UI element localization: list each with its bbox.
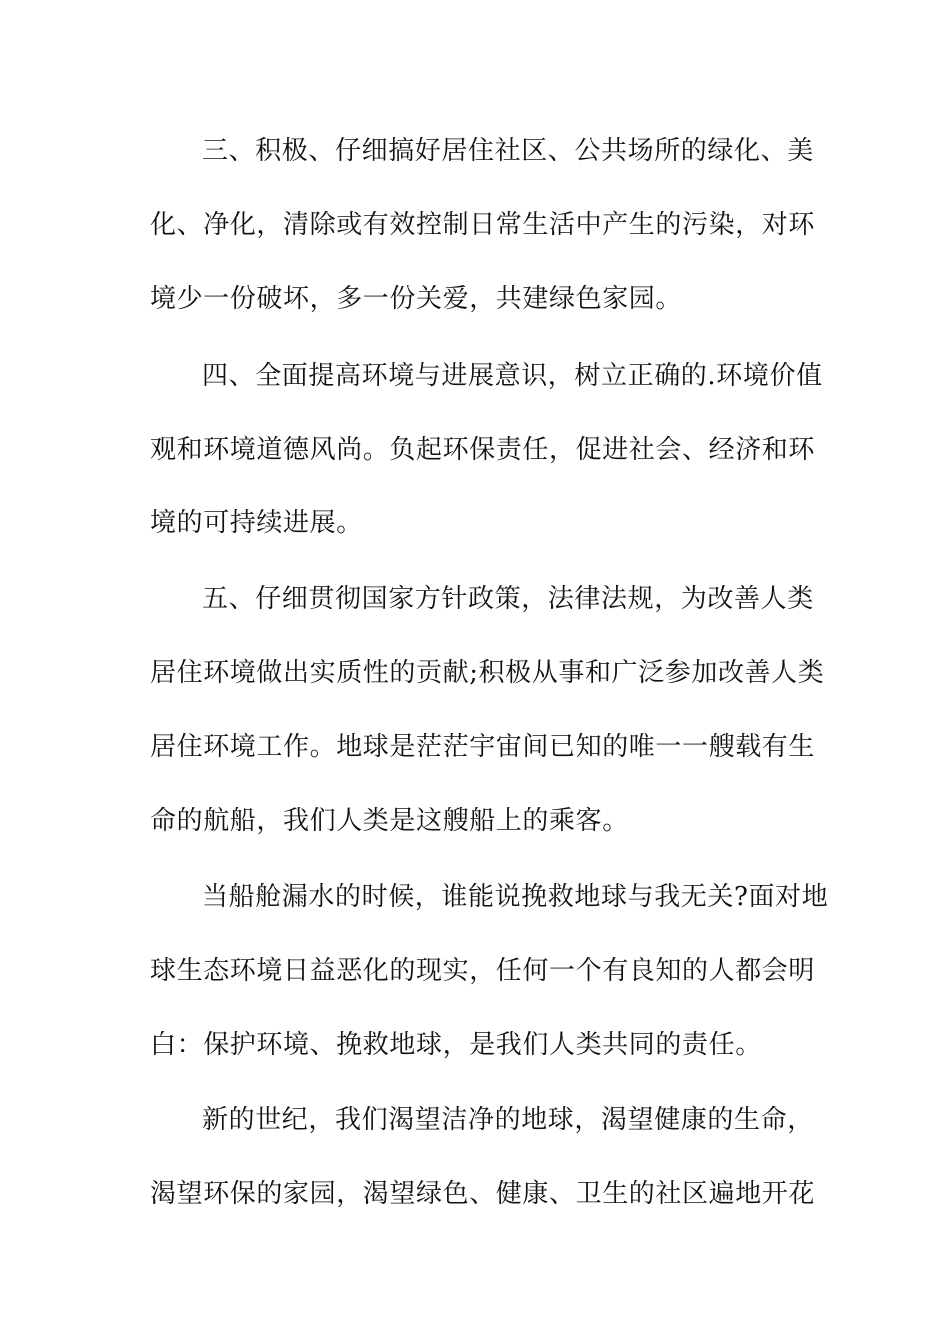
paragraph-5-line-1: 五、仔细贯彻国家方针政策，法律法规，为改善人类 — [202, 584, 814, 614]
paragraph-5-line-4: 命的航船，我们人类是这艘船上的乘客。 — [150, 806, 629, 836]
paragraph-7-line-1: 新的世纪，我们渴望洁净的地球，渴望健康的生命， — [202, 1105, 814, 1135]
paragraph-5-line-3: 居住环境工作。地球是茫茫宇宙间已知的唯一一艘载有生 — [150, 732, 816, 762]
paragraph-6-line-1: 当船舱漏水的时候，谁能说挽救地球与我无关?面对地 — [202, 882, 829, 912]
paragraph-3-line-2: 化、净化，清除或有效控制日常生活中产生的污染，对环 — [150, 210, 816, 240]
paragraph-7-line-2: 渴望环保的家园，渴望绿色、健康、卫生的社区遍地开花 — [150, 1179, 816, 1209]
paragraph-5-line-2: 居住环境做出实质性的贡献;积极从事和广泛参加改善人类 — [150, 658, 825, 688]
paragraph-4-line-1: 四、全面提高环境与进展意识，树立正确的.环境价值 — [202, 361, 823, 391]
paragraph-6-line-3: 白：保护环境、挽救地球，是我们人类共同的责任。 — [150, 1030, 762, 1060]
paragraph-3-line-3: 境少一份破坏，多一份关爱，共建绿色家园。 — [150, 284, 683, 314]
paragraph-6-line-2: 球生态环境日益恶化的现实，任何一个有良知的人都会明 — [150, 956, 816, 986]
paragraph-4-line-3: 境的可持续进展。 — [150, 508, 363, 538]
paragraph-3-line-1: 三、积极、仔细搞好居住社区、公共场所的绿化、美 — [202, 136, 814, 166]
paragraph-4-line-2: 观和环境道德风尚。负起环保责任，促进社会、经济和环 — [150, 435, 816, 465]
